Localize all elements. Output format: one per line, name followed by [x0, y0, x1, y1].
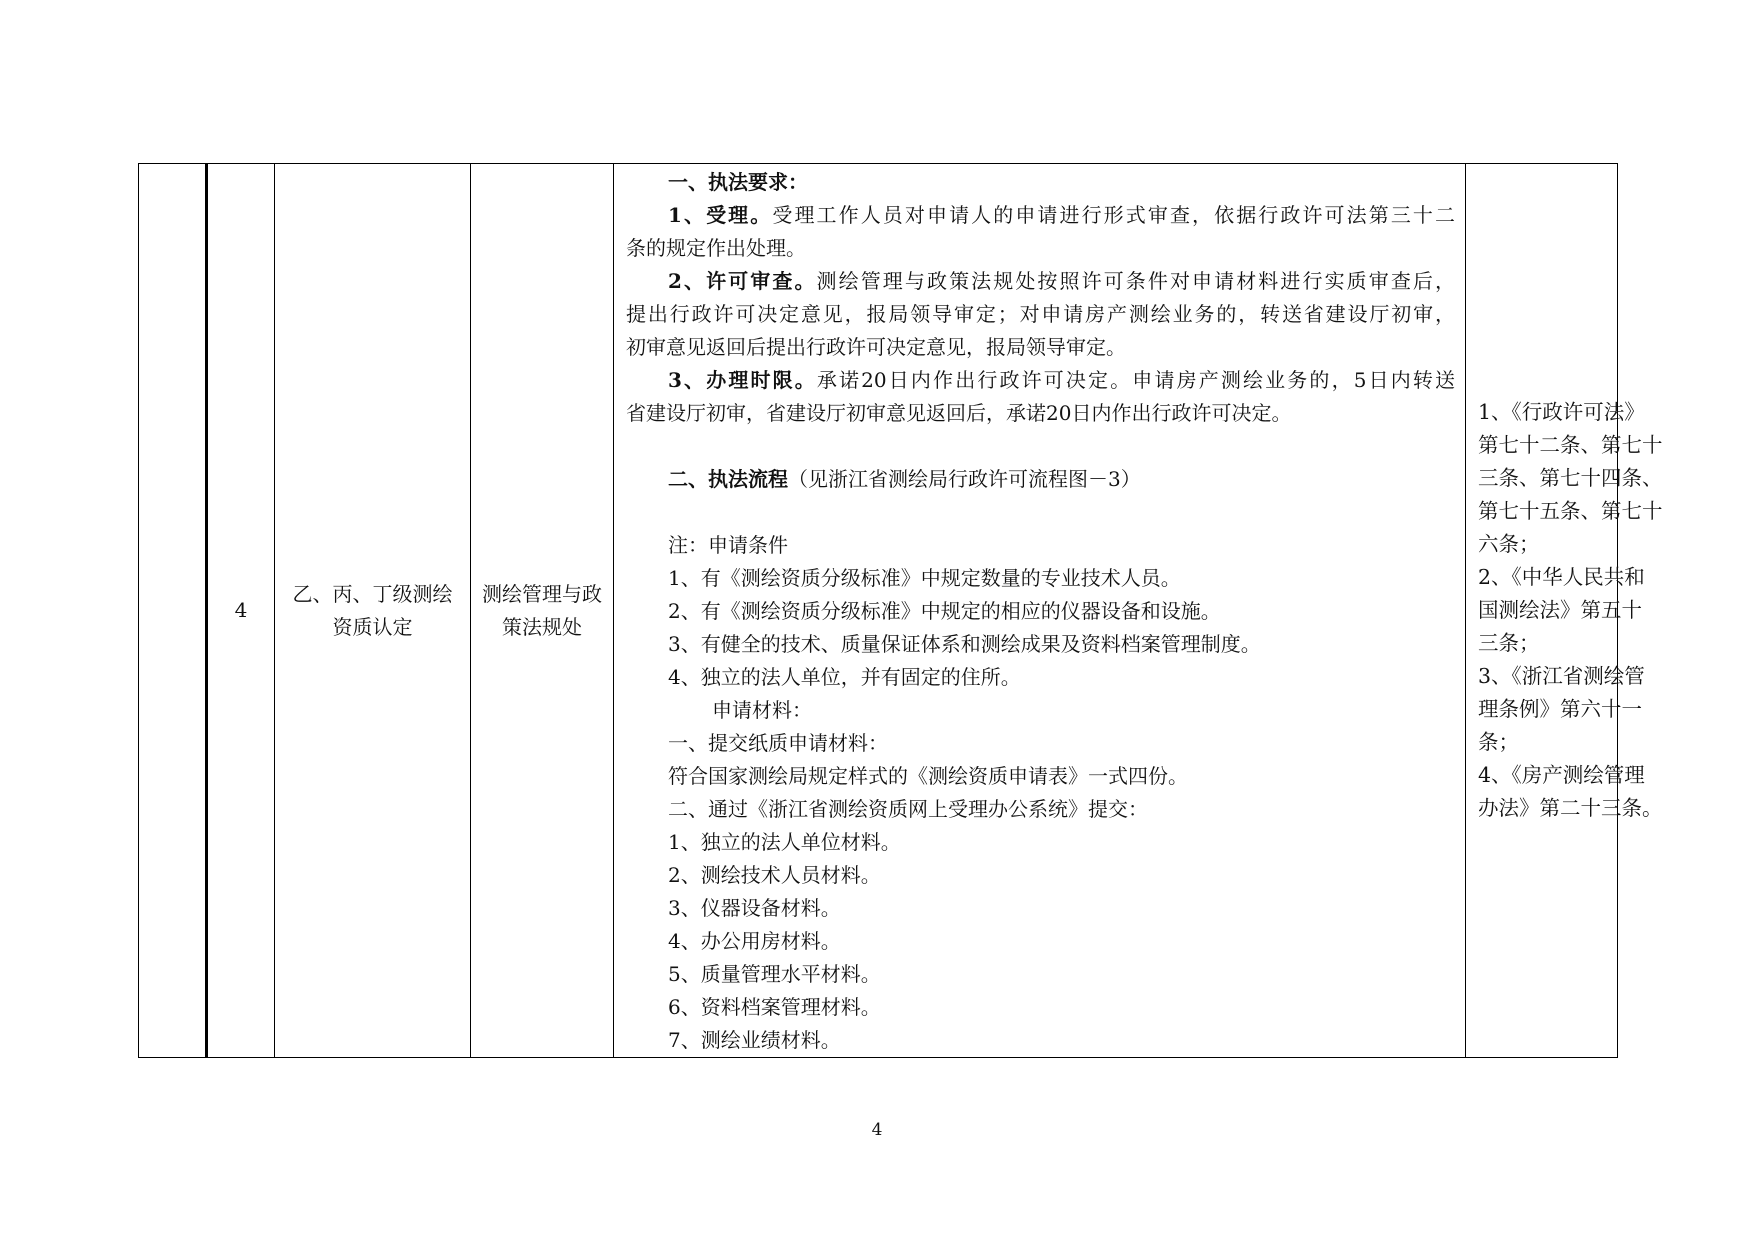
- content-cell: [614, 164, 1466, 1058]
- legal-basis-cell: [1466, 164, 1663, 1058]
- online-material-item: 4、办公用房材料。: [668, 929, 841, 953]
- online-material-item: 7、测绘业绩材料。: [668, 1028, 841, 1052]
- requirement-3-label: 3、办理时限。: [668, 368, 817, 392]
- online-material-item: 2、测绘技术人员材料。: [668, 863, 881, 887]
- paper-materials-item: 符合国家测绘局规定样式的《测绘资质申请表》一式四份。: [668, 764, 1188, 788]
- requirement-2-label: 2、许可审查。: [668, 269, 817, 293]
- requirement-1-text: 受理工作人员对申请人的申请进行形式审查，依据行政许可法第三十二: [772, 203, 1455, 227]
- legal-basis-line: 三条；: [1478, 631, 1540, 655]
- row-number-cell: 4: [207, 164, 275, 1058]
- requirement-1-continued: 条的规定作出处理。: [626, 236, 806, 260]
- legal-basis-line: 国测绘法》第五十: [1478, 598, 1642, 622]
- enforcement-table: [138, 163, 1663, 1058]
- requirement-2: [626, 265, 1455, 298]
- legal-basis-line: 三条、第七十四条、: [1478, 466, 1663, 490]
- legal-basis-line: 理条例》第六十一: [1478, 697, 1642, 721]
- table-row: [139, 164, 1618, 1058]
- category-cell: [139, 164, 207, 1058]
- legal-basis-line: 2、《中华人民共和: [1478, 565, 1645, 589]
- requirement-3: [626, 364, 1455, 397]
- condition-item: 1、有《测绘资质分级标准》中规定数量的专业技术人员。: [668, 566, 1181, 590]
- legal-basis-line: 第七十五条、第七十: [1478, 499, 1663, 523]
- department-cell: 测绘管理与政策法规处: [471, 164, 614, 1058]
- requirement-2-continued: 提出行政许可决定意见，报局领导审定；对申请房产测绘业务的，转送省建设厅初审，: [626, 302, 1455, 326]
- materials-title: 申请材料：: [712, 698, 812, 722]
- requirement-3-text: 承诺20日内作出行政许可决定。申请房产测绘业务的，5日内转送: [816, 368, 1455, 392]
- section2-note: （见浙江省测绘局行政许可流程图－3）: [788, 467, 1141, 491]
- item-name-cell: 乙、丙、丁级测绘资质认定: [275, 164, 471, 1058]
- section2-title: 二、执法流程: [668, 467, 788, 491]
- legal-basis-line: 1、《行政许可法》: [1478, 400, 1645, 424]
- legal-basis-line: 六条；: [1478, 532, 1540, 556]
- requirement-1: [626, 199, 1455, 232]
- legal-basis-line: 4、《房产测绘管理: [1478, 763, 1645, 787]
- requirement-1-label: 1、受理。: [668, 203, 773, 227]
- requirement-2-continued-2: 初审意见返回后提出行政许可决定意见，报局领导审定。: [626, 335, 1126, 359]
- blank-line: [626, 496, 1455, 529]
- paper-materials-title: 一、提交纸质申请材料：: [668, 731, 888, 755]
- legal-basis-line: 第七十二条、第七十: [1478, 433, 1663, 457]
- conditions-title: 注：申请条件: [668, 533, 788, 557]
- online-materials-title: 二、通过《浙江省测绘资质网上受理办公系统》提交：: [668, 797, 1148, 821]
- condition-item: 4、独立的法人单位，并有固定的住所。: [668, 665, 1021, 689]
- legal-basis-line: 3、《浙江省测绘管: [1478, 664, 1645, 688]
- condition-item: 2、有《测绘资质分级标准》中规定的相应的仪器设备和设施。: [668, 599, 1221, 623]
- legal-basis-line: 办法》第二十三条。: [1478, 796, 1663, 820]
- online-material-item: 3、仪器设备材料。: [668, 896, 841, 920]
- online-material-item: 1、独立的法人单位材料。: [668, 830, 901, 854]
- legal-basis-line: 条；: [1478, 730, 1519, 754]
- section1-heading: 一、执法要求：: [668, 170, 808, 194]
- online-material-item: 6、资料档案管理材料。: [668, 995, 881, 1019]
- blank-line: [626, 430, 1455, 463]
- section2-heading: [626, 463, 1455, 496]
- page-number: 4: [871, 1120, 883, 1140]
- online-material-item: 5、质量管理水平材料。: [668, 962, 881, 986]
- requirement-3-continued: 省建设厅初审，省建设厅初审意见返回后，承诺20日内作出行政许可决定。: [626, 401, 1292, 425]
- requirement-2-text: 测绘管理与政策法规处按照许可条件对申请材料进行实质审查后，: [816, 269, 1456, 293]
- condition-item: 3、有健全的技术、质量保证体系和测绘成果及资料档案管理制度。: [668, 632, 1261, 656]
